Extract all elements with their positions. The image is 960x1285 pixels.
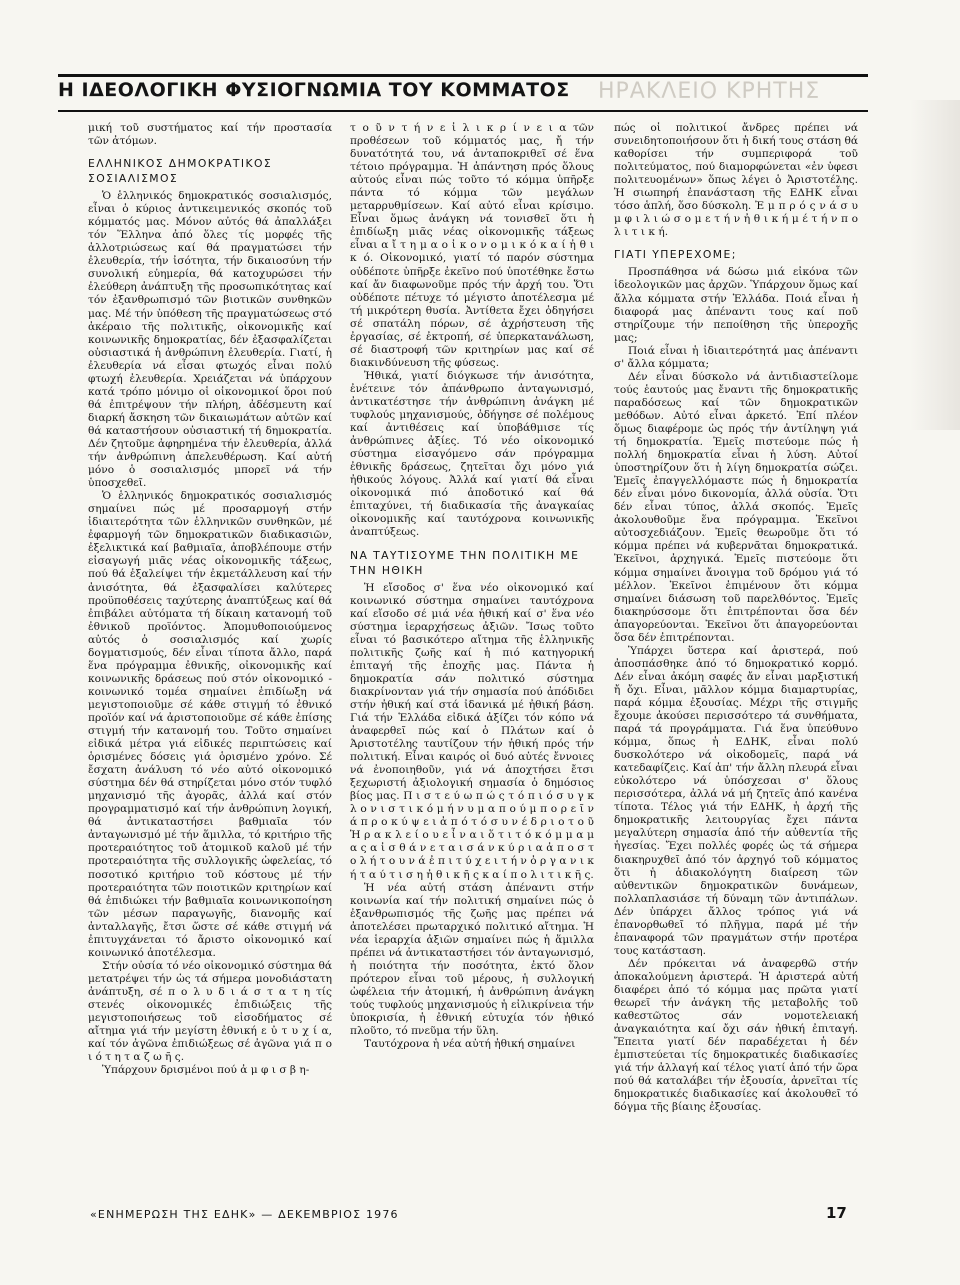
article-column-3 xyxy=(614,122,858,1167)
paragraph: Ὑπάρχουν δρισμένοι πού ἀ μ φ ι σ β η- xyxy=(102,1064,310,1077)
paragraph: Ταυτόχρονα ἡ νέα αὐτή ἠθική σημαίνει xyxy=(364,1038,576,1051)
paragraph: Στήν οὐσία τό νέο οἰκονομικό σύστημα θά μετατρέψει τήν ὡς τά σήμερα μονοδιάστατη ἀνάπτυξη, σέ π ο λ υ δ ι ά σ τ α τ η τίς στενές οἰκονομικές ἐπιδιώξεις τῆς μεγιστοποιήσεως τοῦ εἰσοδήματος σέ αἴτημα γιά τήν μεγίστη ἐθνική ε ὐ τ υ χ ί α, καί τόν ἀγῶνα ἐπιδιώξεως σέ ἀγῶνα γιά π ο ι ό τ η τ α ζ ω ῆ ς. xyxy=(88,959,332,1064)
paragraph: Δέν εἶναι δύσκολο νά ἀντιδιαστείλομε τούς ἑαυτούς μας ἔναντι τῆς δημοκρατικῆς παραδόσεως καί τῶν δημοκρατικῶν μεθόδων. Αὐτό εἶναι ἀρκετό. Ἐπί πλέον ὅμως διαφέρομε ὡς πρός τήν ἀντίληψη γιά τή δημοκρατία. Ἐμεῖς πιστεύομε πώς ἡ πολλή δημοκρατία εἶναι ἡ λύση. Αὐτοί ὑποστηρίζουν ὅτι ἡ λίγη δημοκρατία σώζει. Ἐμεῖς ἐπαγγελλόμαστε πώς ἡ δημοκρατία δέν εἶναι μόνο δικονομία, ἀλλά οὐσία. Ὅτι δέν εἶναι τύπος, ἀλλά σκοπός. Ἐμεῖς ἀκολουθοῦμε ἕνα πρόγραμμα. Ἐκεῖνοι αὐτοσχεδιάζουν. Ἐμεῖς θεωροῦμε ὅτι τό κόμμα πρέπει νά κυβερνᾶται δημοκρατικά. Ἐκεῖνοι, ἀρχηγικά. Ἐμεῖς πιστεύομε ὅτι κόμμα σημαίνει ἄνοιγμα τοῦ δρόμου γιά τό μέλλον. Ἐκεῖνοι ἐπιμένουν ὅτι κόμμα σημαίνει διάσωση τοῦ παρελθόντος. Ἐμεῖς διακηρύσσομε ὅτι ἐπιτρέπονται ὅσα δέν ἀπαγορεύονται. Ἐκεῖνοι ὅτι ἀπαγορεύονται ὅσα δέν ἐπιτρέπονται. xyxy=(614,370,858,644)
publication-footer: «ΕΝΗΜΕΡΩΣΗ ΤΗΣ ΕΔΗΚ» — ΔΕΚΕΜΒΡΙΟΣ 1976 xyxy=(90,1208,399,1221)
section-heading: ΝΑ ΤΑΥΤΙΣΟΥΜΕ ΤΗΝ ΠΟΛΙΤΙΚΗ ΜΕ ΤΗΝ ΗΘΙΚΗ xyxy=(350,548,580,577)
paragraph: Δέν πρόκειται νά ἀναφερθῶ στήν ἀποκαλούμενη ἀριστερά. Ἡ ἀριστερά αὐτή διαφέρει ἀπό τό κόμμα μας πρῶτα γιατί θεωρεῖ τήν ἀνάγκη τῆς μεταβολῆς τοῦ καθεστῶτος σάν νομοτελειακή ἀναγκαιότητα καί ὄχι σάν ἠθική ἐπιταγή. Ἔπειτα γιατί δέν παραδέχεται ἡ δέν ἐμπιστεύεται τίς δημοκρατικές διαδικασίες γιά τήν ἀλλαγή καί τέλος γιατί ἀπό τήν ὥρα πού θά καταλάβει τήν ἐξουσία, ἀρνεῖται τίς δημοκρατικές διαδικασίες καί ἀκολουθεῖ τό δόγμα τῆς βίαιης ἐξουσίας. xyxy=(614,957,858,1114)
paragraph: τ ο ῦ ν τ ή ν ε ἰ λ ι κ ρ ί ν ε ι α τῶν προθέσεων τοῦ κόμματός μας, ἤ τήν δυνατότητά του, νά ἀνταποκριθεῖ σέ ἕνα τέτοιο πρόγραμμα. Ἡ ἀπάντηση πρός ὅλους αὐτούς εἶναι πώς τοῦτο τό κόμμα ὑπῆρξε πάντα τό κόμμα τῶν μεγάλων μεταρρυθμίσεων. Καί αὐτό εἶναι κρίσιμο. Εἶναι ὅμως ἀνάγκη νά τονισθεῖ ὅτι ἡ ἐπιδίωξη μιᾶς νέας οἰκονομικῆς τάξεως εἶναι α ἴ τ η μ α ο ἰ κ ο ν ο μ ι κ ό κ α ί ἠ θ ι κ ό. Οἰκονομικό, γιατί τό παρόν σύστημα οὐδέποτε ὑπῆρξε ἐκεῖνο πού ὑποτέθηκε ἔστω καί ἄν διαφωνοῦμε πρός τήν ἀρχή του. Ὅτι οὐδέποτε πέτυχε τό μέγιστο ἀποτέλεσμα μέ τή μικρότερη θυσία. Ἀντίθετα ἔχει ὁδηγήσει σέ σπατάλη πόρων, σέ ἀχρήστευση τῆς ἐργασίας, σέ ἐκτροπή, σέ ὑπερκατανάλωση, σέ διαστροφή τῶν κριτηρίων μας καί σέ διακινδύνευση τῆς φύσεως. xyxy=(350,122,594,369)
article-column-2 xyxy=(350,122,594,1167)
section-heading: ΕΛΛΗΝΙΚΟΣ ΔΗΜΟΚΡΑΤΙΚΟΣ ΣΟΣΙΑΛΙΣΜΟΣ xyxy=(88,157,273,186)
paragraph: Ὁ ἑλληνικός δημοκρατικός σοσιαλισμός σημαίνει πώς μέ προσαρμογή στήν ἰδιαιτερότητα τῶν ἑλληνικῶν συνθηκῶν, μέ ἐφαρμογή τῶν δημοκρατικῶν διαδικασιῶν, ἐξελικτικά καί βαθμιαῖα, ἀποβλέπουμε στήν εἰσαγωγή μιᾶς νέας οἰκονομικῆς τάξεως, πού θά ἐξαλείψει τήν ἐκμετάλλευση καί τήν ἀνισότητα, θά ἐξασφαλίσει καλύτερες προϋποθέσεις ταχύτερης ἀναπτύξεως καί θά ἐπιβάλει αὐτόματα τή δίκαιη κατανομή τοῦ ἐθνικοῦ προϊόντος. Ἀπομυθοποιούμενος αὐτός ὁ σοσιαλισμός καί χωρίς δογματισμούς, δέν εἶναι τίποτα ἄλλο, παρά ἕνα πρόγραμμα ἐθνικῆς, οἰκονομικῆς καί κοινωνικῆς δράσεως πού στόν οἰκονομικό - κοινωνικό τομέα σημαίνει ἐπιδίωξη νά μεγιστοποιοῦμε σέ κάθε στιγμή τό ἐθνικό προϊόν καί νά ἀριστοποιοῦμε σέ κάθε ἐπίσης στιγμή τήν κατανομή του. Τοῦτο σημαίνει εἰδικά μέτρα γιά εἰδικές περιπτώσεις καί ὁρισμένες δόσεις γιά ὁρισμένο χρόνο. Σέ ἔσχατη ἀνάλυση τό νέο αὐτό οἰκονομικό σύστημα δέν θά στηρίζεται μόνο στόν τυφλό μηχανισμό τῆς ἀγορᾶς, ἀλλά καί στόν προγραμματισμό καί τήν ἀνθρώπινη λογική, θά ἀντικαταστήσει βαθμιαῖα τόν ἀνταγωνισμό μέ τήν ἅμιλλα, τό κριτήριο τῆς προτεραιότητος τοῦ ἀτομικοῦ καλοῦ μέ τήν προτεραιότητα τῆς συλλογικῆς ὠφελείας, τό ποσοτικό κριτήριο τοῦ κόστους μέ τήν προτεραιότητα τῶν ποιοτικῶν κριτηρίων καί θά ἐπιδιώκει τήν βαθμιαῖα κοινωνικοποίηση τῶν μέσων παραγωγῆς, διανομῆς καί ἀνταλλαγῆς, ἔτσι ὥστε σέ κάθε στιγμή νά ἐπιτυγχάνεται τό ἄριστο οἰκονομικό καί κοινωνικό ἀποτέλεσμα. xyxy=(88,490,332,959)
paragraph: Ὁ ἑλληνικός δημοκρατικός σοσιαλισμός, εἶναι ὁ κύριος ἀντικειμενικός σκοπός τοῦ κόμματός μας. Μόνον αὐτός θά ἀπαλλάξει τόν Ἕλληνα ἀπό ὅλες τίς μορφές τῆς ἀλλοτριώσεως καί θά πραγματώσει τήν ἐλευθερία, τήν ἰσότητα, τήν δικαιοσύνη τήν συνολική εὐημερία, θά κατοχυρώσει τήν ἐλεύθερη ἀνάπτυξη τῆς προσωπικότητας καί τόν ἐξανθρωπισμό τῶν βιοτικῶν συνθηκῶν μας. Μέ τήν ὑπόθεση τῆς πραγματώσεως στό ἀκέραιο τῆς πολιτικῆς, οἰκονομικῆς καί κοινωνικῆς δημοκρατίας, δέν ἐξασφαλίζεται οὐσιαστικά ἡ ἀνθρώπινη ἐλευθερία. Γιατί, ἡ ἐλευθερία νά εἶσαι φτωχός εἶναι πολύ φτωχή ἐλευθερία. Χρειάζεται νά ὑπάρχουν κατά τρόπο μόνιμο οἱ οἰκονομικοί ὅροι πού θά ἐπιτρέψουν τήν πλήρη, ἀδέσμευτη καί διαρκή ἄσκηση τῶν δικαιωμάτων αὐτῶν καί θά καταστήσουν οὐσιαστική τή δημοκρατία. Δέν ζητοῦμε ἀφηρημένα τήν ἐλευθερία, ἀλλά τήν ἀνθρώπινη ἀπελευθέρωση. Καί αὐτή μόνο ὁ σοσιαλισμός μπορεῖ νά τήν ὑποσχεθεῖ. xyxy=(88,190,332,490)
paragraph: μική τοῦ συστήματος καί τήν προστασία τῶν ἀτόμων. xyxy=(88,122,332,148)
paragraph: πώς οἱ πολιτικοί ἄνδρες πρέπει νά συνειδητοποιήσουν ὅτι ἡ δική τους στάση θά καθορίσει τήν συμπεριφορά τοῦ πολιτεύματος, πού διαμορφώνεται «ἐν ὑφεσι πολιτευομένων» ὅπως λέγει ὁ Ἀριστοτέλης. Ἡ σιωπηρή ἐπανάσταση τῆς ΕΔΗΚ εἶναι τόσο ἁπλή, ὅσο δύσκολη. Ἐ μ π ρ ό ς ν ά σ υ μ φ ι λ ι ώ σ ο μ ε τ ή ν ἠ θ ι κ ή μ έ τ ή ν π ο λ ι τ ι κ ή. xyxy=(614,122,858,239)
article-column-1 xyxy=(88,122,332,1167)
paragraph: Ἡ εἴσοδος σ' ἕνα νέο οἰκονομικό καί κοινωνικό σύστημα σημαίνει ταυτόχρονα καί εἴσοδο σέ μιά νέα ἠθική καί σ' ἕνα νέο σύστημα ἱεραρχήσεως ἀξιῶν. Ἴσως τοῦτο εἶναι τό βασικότερο αἴτημα τῆς ἑλληνικῆς πολιτικῆς ζωῆς καί ἡ πιό κατηγορική ἐπιταγή τῆς ἐποχῆς μας. Πάντα ἡ δημοκρατία σάν πολιτικό σύστημα διακρίνονταν γιά τήν σημασία πού ἀπόδιδει στήν ἠθική καί στά ἰδανικά μέ ἠθική βάση. Γιά τήν Ἑλλάδα εἰδικά ἀξίζει τόν κόπο νά ἀναφερθεῖ πώς καί ὁ Πλάτων καί ὁ Ἀριστοτέλης ταυτίζουν τήν ἠθική πρός τήν πολιτική. Εἶναι καιρός οἱ δυό αὐτές ἔννοιες νά ἐνοποιηθοῦν, γιά νά ἀποχτήσει ἔτσι ξεχωριστή ἀξιολογική σημασία ὁ δημόσιος βίος μας. Π ι σ τ ε ύ ω π ώ ς τ ό π ι ό σ υ γ κ λ ο ν ι σ τ ι κ ό μ ή ν υ μ α π ο ύ μ π ο ρ ε ῖ ν ά π ρ ο κ ύ ψ ε ι ἀ π ό τ ό σ υ ν έ δ ρ ι ο τ ο ῦ Ἡ ρ α κ λ ε ί ο υ ε ἶ ν α ι ὅ τ ι τ ό κ ό μ μ α μ α ς α ἰ σ θ ά ν ε τ α ι σ ά ν κ ύ ρ ι α ἀ π ο σ τ ο λ ή τ ο υ ν ά ἐ π ι τ ύ χ ε ι τ ή ν ὀ ρ γ α ν ι κ ή τ α ύ τ ι σ η ἠ θ ι κ ῆ ς κ α ί π ο λ ι τ ι κ ῆ ς. xyxy=(350,581,594,881)
masthead xyxy=(58,79,868,109)
page-number: 17 xyxy=(826,1204,847,1222)
paragraph: Ὑπάρχει ὕστερα καί ἀριστερά, πού ἀποσπάσθηκε ἀπό τό δημοκρατικό κορμό. Δέν εἶναι ἀκόμη σαφές ἄν εἶναι μαρξιστική ἤ ὄχι. Εἶναι, μᾶλλον κόμμα διαμαρτυρίας, παρά κόμμα ἐξουσίας. Μέχρι τῆς στιγμῆς ἔχουμε ἀκούσει περισσότερο τά συνθήματα, παρά τά προγράμματα. Γιά ἕνα ὑπεύθυνο κόμμα, ὅπως ἡ ΕΔΗΚ, εἶναι πολύ δυσκολότερο νά οἰκοδομεῖς, παρά νά κατεδαφίζεις. Καί ἀπ' τήν ἄλλη πλευρά εἶναι εὐκολότερο νά ὑπόσχεσαι σ' ὅλους περισσότερα, ἀλλά νά μή ζητεῖς ἀπό κανένα τίποτα. Τέλος γιά τήν ΕΔΗΚ, ἡ ἀρχή τῆς δημοκρατικῆς λειτουργίας ἔχει πάντα μεγαλύτερη σημασία ἀπό τήν αὐθεντία τῆς ἡγεσίας. Ἔχει πολλές φορές ὡς τά σήμερα διακηρυχθεῖ ἀπό τόν ἀρχηγό τοῦ κόμματος ὅτι ἡ ἀδιακολόγητη διαίρεση τῶν αὐθεντικῶν δημοκρατικῶν δυνάμεων, πολλαπλασιάσε τή δύναμη τῶν ἀντιπάλων. Δέν ὑπάρχει ἄλλος τρόπος γιά νά ἐπανορθωθεῖ τό πλῆγμα, παρά μέ τήν ἐπαναφορά τῶν πραγμάτων στήν προτέρα τους κατάσταση. xyxy=(614,644,858,957)
paragraph: Προσπάθησα νά δώσω μιά εἰκόνα τῶν ἰδεολογικῶν μας ἀρχῶν. Ὑπάρχουν ὅμως καί ἄλλα κόμματα στήν Ἑλλάδα. Ποιά εἶναι ἡ διαφορά μας ἀπέναντι τους καί ποῦ στηρίζουμε τήν πεποίθηση τῆς ὑπεροχῆς μας; xyxy=(614,266,858,344)
title-rule xyxy=(58,110,868,112)
section-heading: ΓΙΑΤΙ ΥΠΕΡΕΧΟΜΕ; xyxy=(614,248,737,262)
page-title: Η ΙΔΕΟΛΟΓΙΚΗ ΦΥΣΙΟΓΝΩΜΙΑ ΤΟΥ ΚΟΜΜΑΤΟΣ xyxy=(58,79,570,101)
paragraph: Ποιά εἶναι ἡ ἰδιαιτερότητά μας ἀπέναντι σ' ἄλλα κόμματα; xyxy=(614,344,858,370)
bleed-through-text: ΗΡΑΚΛΕΙΟ ΚΡΗΤΗΣ xyxy=(598,79,821,104)
paragraph: Ἠθικά, γιατί διόγκωσε τήν ἀνισότητα, ἐνέτεινε τόν ἀπάνθρωπο ἀνταγωνισμό, ἀντικατέστησε τήν ἀνθρώπινη ἀνάγκη μέ τυφλούς μηχανισμούς, ὁδήγησε σέ πολέμους καί ἀντιθέσεις καί ὑποβάθμισε τίς ἀνθρώπινες ἀξίες. Τό νέο οἰκονομικό σύστημα εἰσαγόμενο σάν πρόγραμμα ἐθνικῆς δράσεως, ζητεῖται ὄχι μόνο γιά ἠθικούς λόγους. Ἀλλά καί γιατί θά εἶναι οἰκονομικά πιό ἀποδοτικό καί θά ἐπιταχύνει, τή διαδικασία τῆς ἀναγκαίας οἰκονομικῆς καί ταυτόχρονα κοινωνικῆς ἀναπτύξεως. xyxy=(350,369,594,539)
top-rule xyxy=(58,74,868,77)
bleed-through-shadow xyxy=(910,100,960,430)
paragraph: Ἡ νέα αὐτή στάση ἀπέναντι στήν κοινωνία καί τήν πολιτική σημαίνει πώς ὁ ἐξανθρωπισμός τῆς ζωῆς μας πρέπει νά ἀποτελέσει πρωταρχικό πολιτικό αἴτημα. Ἡ νέα ἱεραρχία ἀξιῶν σημαίνει πώς ἡ ἅμιλλα πρέπει νά ἀντικαταστήσει τόν ἀνταγωνισμό, ἡ ποιότητα τήν ποσότητα, ἐκτό ὅλον πρότερον εἶναι τοῦ μέρους, ἡ συλλογική ὠφέλεια τήν ἀτομική, ἡ ἀνθρώπινη ἀνάγκη τούς τυφλούς μηχανισμούς ἡ εἰλικρίνεια τήν ὑποκρισία, ἡ ἐθνική εὐτυχία τόν ἠθικό πλοῦτο, τό πνεῦμα τήν ὕλη. xyxy=(350,881,594,1038)
